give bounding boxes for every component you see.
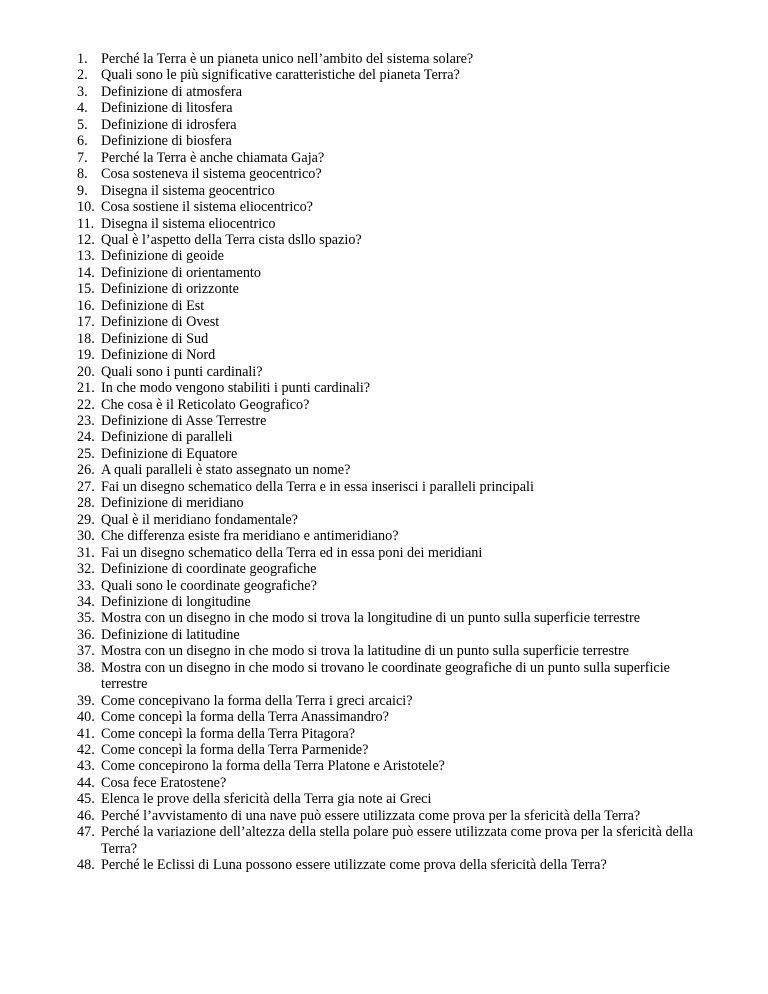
question-text: Come concepì la forma della Terra Parmenide? (101, 742, 369, 759)
question-text: Definizione di Sud (101, 330, 209, 347)
question-text: Definizione di geoide (101, 248, 224, 265)
question-number: 37. (77, 643, 95, 660)
question-text: Definizione di Equatore (101, 445, 238, 462)
question-item (77, 693, 717, 709)
question-text: Quali sono le più significative caratteristiche del pianeta Terra? (101, 67, 460, 84)
question-item (77, 643, 717, 659)
question-number: 23. (77, 412, 95, 429)
question-text: Definizione di orizzonte (101, 281, 239, 298)
question-text: Definizione di biosfera (101, 133, 232, 150)
question-text: Fai un disegno schematico della Terra ed in essa poni dei meridiani (101, 544, 483, 561)
question-item (77, 133, 717, 149)
question-number: 22. (77, 396, 95, 413)
question-number: 26. (77, 462, 95, 479)
question-item (77, 791, 717, 807)
question-number: 3. (77, 83, 88, 100)
question-item (77, 380, 717, 396)
question-item (77, 446, 717, 462)
question-text: Definizione di Asse Terrestre (101, 412, 267, 429)
question-number: 13. (77, 248, 95, 265)
question-item (77, 67, 717, 83)
question-item (77, 857, 717, 873)
question-number: 48. (77, 857, 95, 874)
question-number: 5. (77, 116, 88, 133)
question-number: 4. (77, 100, 88, 117)
question-text: Definizione di Est (101, 297, 205, 314)
question-text: Perché la Terra è anche chiamata Gaja? (101, 149, 325, 166)
question-item (77, 199, 717, 215)
question-number: 24. (77, 429, 95, 446)
question-text: Che cosa è il Reticolato Geografico? (101, 396, 310, 413)
question-number: 1. (77, 51, 88, 67)
question-number: 34. (77, 593, 95, 610)
question-text: Definizione di Nord (101, 347, 216, 364)
question-text: Cosa sosteneva il sistema geocentrico? (101, 166, 322, 183)
question-number: 28. (77, 495, 95, 512)
question-item (77, 709, 717, 725)
question-number: 2. (77, 67, 88, 84)
question-text: Perché la variazione dell’altezza della stella polare può essere utilizzata come prova per la sfericità della Terra? (101, 824, 694, 857)
question-text: Qual è l’aspetto della Terra cista dsllo spazio? (101, 231, 362, 248)
question-text: Come concepivano la forma della Terra i greci arcaici? (101, 692, 413, 709)
question-number: 25. (77, 445, 95, 462)
question-number: 36. (77, 626, 95, 643)
question-item (77, 364, 717, 380)
question-number: 41. (77, 725, 95, 742)
question-text: A quali paralleli è stato assegnato un nome? (101, 462, 351, 479)
question-item (77, 84, 717, 100)
question-number: 44. (77, 774, 95, 791)
question-number: 45. (77, 791, 95, 808)
question-number: 9. (77, 182, 88, 199)
question-item (77, 150, 717, 166)
question-item (77, 758, 717, 774)
question-item (77, 660, 717, 693)
question-item (77, 479, 717, 495)
question-text: Quali sono i punti cardinali? (101, 363, 263, 380)
question-list (77, 51, 717, 874)
question-number: 17. (77, 314, 95, 331)
question-item (77, 281, 717, 297)
question-text: Perché la Terra è un pianeta unico nell’ambito del sistema solare? (101, 51, 474, 67)
question-number: 30. (77, 528, 95, 545)
question-item (77, 166, 717, 182)
question-number: 6. (77, 133, 88, 150)
question-number: 31. (77, 544, 95, 561)
question-text: Che differenza esiste fra meridiano e antimeridiano? (101, 528, 399, 545)
question-text: Definizione di paralleli (101, 429, 233, 446)
question-number: 8. (77, 166, 88, 183)
question-number: 33. (77, 577, 95, 594)
question-item (77, 610, 717, 626)
question-item (77, 824, 717, 857)
question-item (77, 117, 717, 133)
question-text: Definizione di Ovest (101, 314, 220, 331)
question-text: Come concepì la forma della Terra Anassimandro? (101, 709, 389, 726)
question-number: 20. (77, 363, 95, 380)
question-item (77, 627, 717, 643)
question-item (77, 265, 717, 281)
question-item (77, 594, 717, 610)
question-item (77, 495, 717, 511)
question-text: Disegna il sistema eliocentrico (101, 215, 276, 232)
question-number: 16. (77, 297, 95, 314)
question-number: 18. (77, 330, 95, 347)
question-item (77, 232, 717, 248)
question-item (77, 528, 717, 544)
question-item (77, 314, 717, 330)
question-text: In che modo vengono stabiliti i punti cardinali? (101, 380, 371, 397)
question-item (77, 462, 717, 478)
question-number: 21. (77, 380, 95, 397)
question-text: Definizione di atmosfera (101, 83, 243, 100)
question-number: 15. (77, 281, 95, 298)
question-number: 35. (77, 610, 95, 627)
question-text: Perché le Eclissi di Luna possono essere utilizzate come prova della sfericità della Terra? (101, 857, 607, 874)
question-number: 11. (77, 215, 95, 232)
question-item (77, 578, 717, 594)
question-text: Quali sono le coordinate geografiche? (101, 577, 317, 594)
question-text: Come concepirono la forma della Terra Platone e Aristotele? (101, 758, 445, 775)
question-text: Perché l’avvistamento di una nave può essere utilizzata come prova per la sfericità della Terra? (101, 807, 641, 824)
question-number: 40. (77, 709, 95, 726)
question-item (77, 545, 717, 561)
question-item (77, 51, 717, 67)
question-number: 43. (77, 758, 95, 775)
question-number: 7. (77, 149, 88, 166)
question-item (77, 726, 717, 742)
question-item (77, 775, 717, 791)
question-item (77, 742, 717, 758)
question-item (77, 429, 717, 445)
question-number: 29. (77, 511, 95, 528)
question-text: Elenca le prove della sfericità della Terra gia note ai Greci (101, 791, 432, 808)
question-text: Mostra con un disegno in che modo si trova la latitudine di un punto sulla superficie terrestre (101, 643, 629, 660)
question-text: Definizione di latitudine (101, 626, 240, 643)
question-number: 14. (77, 264, 95, 281)
question-number: 38. (77, 659, 95, 676)
question-text: Definizione di meridiano (101, 495, 244, 512)
question-number: 42. (77, 742, 95, 759)
question-text: Cosa sostiene il sistema eliocentrico? (101, 199, 313, 216)
question-item (77, 512, 717, 528)
question-text: Fai un disegno schematico della Terra e in essa inserisci i paralleli principali (101, 478, 534, 495)
question-text: Come concepì la forma della Terra Pitagora? (101, 725, 356, 742)
question-text: Cosa fece Eratostene? (101, 774, 227, 791)
question-item (77, 413, 717, 429)
question-text: Definizione di idrosfera (101, 116, 237, 133)
question-number: 12. (77, 231, 95, 248)
question-item (77, 331, 717, 347)
question-number: 32. (77, 561, 95, 578)
question-number: 27. (77, 478, 95, 495)
question-number: 46. (77, 807, 95, 824)
question-text: Disegna il sistema geocentrico (101, 182, 275, 199)
question-text: Definizione di longitudine (101, 593, 251, 610)
question-item (77, 100, 717, 116)
question-item (77, 298, 717, 314)
question-text: Qual è il meridiano fondamentale? (101, 511, 298, 528)
question-text: Mostra con un disegno in che modo si trova la longitudine di un punto sulla superficie terrestre (101, 610, 641, 627)
question-item (77, 216, 717, 232)
question-item (77, 347, 717, 363)
question-item (77, 183, 717, 199)
question-number: 47. (77, 824, 95, 841)
question-item (77, 248, 717, 264)
question-number: 10. (77, 199, 95, 216)
question-number: 19. (77, 347, 95, 364)
question-item (77, 561, 717, 577)
question-text: Definizione di coordinate geografiche (101, 561, 317, 578)
question-text: Definizione di orientamento (101, 264, 261, 281)
question-item (77, 808, 717, 824)
question-item (77, 397, 717, 413)
question-number: 39. (77, 692, 95, 709)
question-text: Mostra con un disegno in che modo si trovano le coordinate geografiche di un punto sulla superficie terrestre (101, 659, 670, 693)
question-text: Definizione di litosfera (101, 100, 233, 117)
